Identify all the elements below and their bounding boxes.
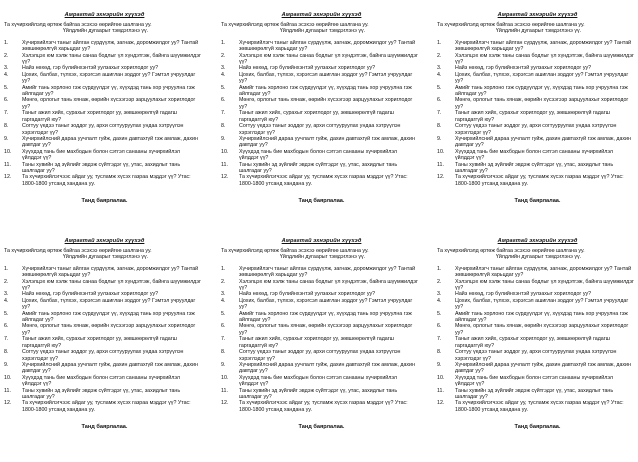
- question-number: 5.: [437, 84, 442, 91]
- question-number: 10.: [437, 374, 445, 381]
- question-number: 11.: [437, 387, 444, 394]
- intro-line-2: Үйлдлийн дугаарыг тэмдэглэнэ үү.: [279, 254, 366, 261]
- questionnaire-block-3: [435, 12, 638, 236]
- question-text: Хүүхдэд тань бие махбодын болон сэтгэл санааны хүчирхийлэл үйлддэг үү?: [455, 148, 613, 162]
- question-number: 12.: [221, 400, 229, 407]
- question-number: 1.: [4, 39, 9, 46]
- intro-line-2: Үйлдлийн дугаарыг тэмдэглэнэ үү.: [62, 28, 149, 35]
- question-text: Хүчирхийлэгч таныг айлган сүрдүүлж, загнаж, доромжилдог уу? Тантай зөвшөөрөлгүй харьцдаг уу?: [455, 265, 632, 279]
- question-text: Согтуу үедээ таныг зоддог уу, архи согтууруулах ундаа хэтрүүлэн хэрэглэдэг үү?: [22, 123, 184, 136]
- question-number: 7.: [221, 110, 226, 117]
- question-item: [2, 162, 207, 175]
- question-item: [435, 85, 638, 98]
- question-item: [2, 349, 207, 362]
- question-text: Та хүчирхийлэгчээс айдаг уу, тусламж хүсэх газраа мэддэг үү? Утас: 1800-1800 утсанд хандана уу.: [455, 400, 624, 413]
- question-text: Хүчирхийлэгч таныг айлган сүрдүүлж, загнаж, доромжилдог уу? Тантай зөвшөөрөлгүй харьцдаг уу?: [239, 265, 416, 279]
- question-number: 9.: [437, 135, 442, 142]
- question-item: [435, 349, 638, 362]
- question-item: [435, 279, 638, 292]
- question-number: 12.: [437, 174, 445, 181]
- block-intro: [2, 248, 207, 261]
- intro-line-1: Та хүчирхийлэлд өртөж байгаа эсэхээ өөрийгөө шалгана уу.: [221, 22, 369, 28]
- question-number: 4.: [221, 297, 226, 304]
- question-text: Найз нөхөд, гэр бүлийнхэнтэй уулзахыг хориглодог уу?: [239, 291, 376, 298]
- intro-line-1: Та хүчирхийлэлд өртөж байгаа эсэхээ өөрийгөө шалгана уу.: [221, 248, 369, 254]
- question-text: Цохих, балбах, түлхэх, хэрэгсэл ашиглан зоддог уу? Гэмтэл учруулдаг уу?: [455, 297, 629, 311]
- question-item: [2, 266, 207, 279]
- question-number: 10.: [4, 374, 12, 381]
- questionnaire-block-1: [2, 12, 207, 236]
- question-text: Амийг тань хорлоно гэж сүрдүүлдэг үү, хүүхдэд тань хор учруулна гэж айлгадаг уу?: [22, 84, 195, 98]
- question-text: Найз нөхөд, гэр бүлийнхэнтэй уулзахыг хориглодог уу?: [455, 291, 592, 298]
- question-number: 9.: [437, 361, 442, 368]
- question-number: 5.: [4, 310, 9, 317]
- question-item: [219, 266, 424, 279]
- question-item: [219, 110, 424, 123]
- question-item: [2, 323, 207, 336]
- intro-line-2: Үйлдлийн дугаарыг тэмдэглэнэ үү.: [279, 28, 366, 35]
- intro-line-1: Та хүчирхийлэлд өртөж байгаа эсэхээ өөрийгөө шалгана уу.: [437, 248, 585, 254]
- question-item: [435, 40, 638, 53]
- question-text: Мөнгө, орлогыг тань хянаж, өөрийн хүсээгээр зарцуулахыг хориглодог уу?: [239, 323, 413, 336]
- question-number: 7.: [437, 110, 442, 117]
- question-text: Таныг ажил хийх, сурахыг хориглодог уу, зөвшөөрөлгүй гадагш гаргадаггүй юу?: [239, 110, 394, 123]
- question-text: Таныг ажил хийх, сурахыг хориглодог уу, зөвшөөрөлгүй гадагш гаргадаггүй юу?: [22, 110, 177, 123]
- question-text: Та хүчирхийлэгчээс айдаг уу, тусламж хүсэх газраа мэддэг үү? Утас: 1800-1800 утсанд хандана уу.: [455, 174, 624, 187]
- question-text: Та хүчирхийлэгчээс айдаг уу, тусламж хүсэх газраа мэддэг үү? Утас: 1800-1800 утсанд хандана уу.: [22, 400, 191, 413]
- question-number: 8.: [221, 349, 226, 356]
- question-number: 6.: [437, 323, 442, 330]
- question-text: Та хүчирхийлэгчээс айдаг уу, тусламж хүсэх газраа мэддэг үү? Утас: 1800-1800 утсанд хандана уу.: [22, 174, 191, 187]
- question-text: Хэлэлцэх юм хэлж таны санаа бодлыг үл хүндэтгэж, байнга шүүмжилдэг үү?: [455, 52, 634, 66]
- question-number: 1.: [4, 265, 9, 272]
- question-text: Мөнгө, орлогыг тань хянаж, өөрийн хүсээгээр зарцуулахыг хориглодог уу?: [455, 97, 629, 110]
- question-item: [2, 362, 207, 375]
- question-text: Хүүхдэд тань бие махбодын болон сэтгэл санааны хүчирхийлэл үйлддэг үү?: [22, 148, 180, 162]
- question-number: 3.: [4, 291, 9, 298]
- question-text: Хэлэлцэх юм хэлж таны санаа бодлыг үл хүндэтгэж, байнга шүүмжилдэг үү?: [22, 52, 201, 66]
- question-item: [435, 375, 638, 388]
- block-title: Амрагтай эхнэрийн хүүхэд: [64, 12, 145, 18]
- question-item: [2, 375, 207, 388]
- question-item: [219, 149, 424, 162]
- block-intro: [2, 22, 207, 35]
- questionnaire-block-2: [219, 12, 424, 236]
- question-item: [2, 136, 207, 149]
- question-text: Согтуу үедээ таныг зоддог уу, архи согтууруулах ундаа хэтрүүлэн хэрэглэдэг үү?: [239, 123, 401, 136]
- thanks-text: Танд баярлалаа.: [514, 198, 561, 205]
- questionnaire-block-5: [219, 238, 424, 462]
- question-number: 1.: [221, 39, 226, 46]
- question-item: [219, 136, 424, 149]
- question-number: 6.: [4, 323, 9, 330]
- question-text: Таны хувийн эд зүйлийг эвдэж сүйтгэдэг үү, утас, захидлыг тань шалгадаг уу?: [22, 387, 181, 400]
- question-number: 10.: [221, 374, 229, 381]
- question-text: Та хүчирхийлэгчээс айдаг уу, тусламж хүсэх газраа мэддэг үү? Утас: 1800-1800 утсанд хандана уу.: [239, 400, 408, 413]
- question-item: [435, 53, 638, 66]
- question-list: [219, 40, 424, 187]
- question-number: 12.: [437, 400, 445, 407]
- question-text: Найз нөхөд, гэр бүлийнхэнтэй уулзахыг хориглодог уу?: [455, 65, 592, 72]
- question-text: Амийг тань хорлоно гэж сүрдүүлдэг үү, хүүхдэд тань хор учруулна гэж айлгадаг уу?: [455, 84, 628, 98]
- question-number: 6.: [4, 97, 9, 104]
- intro-line-1: Та хүчирхийлэлд өртөж байгаа эсэхээ өөрийгөө шалгана уу.: [4, 248, 152, 254]
- question-number: 2.: [4, 52, 9, 59]
- question-number: 2.: [221, 278, 226, 285]
- question-item: [2, 388, 207, 401]
- question-number: 12.: [4, 174, 12, 181]
- question-item: [219, 123, 424, 136]
- question-list: [219, 266, 424, 413]
- question-text: Таны хувийн эд зүйлийг эвдэж сүйтгэдэг үү, утас, захидлыг тань шалгадаг уу?: [455, 161, 614, 174]
- intro-line-2: Үйлдлийн дугаарыг тэмдэглэнэ үү.: [62, 254, 149, 261]
- question-item: [2, 85, 207, 98]
- thanks-text: Танд баярлалаа.: [298, 198, 345, 205]
- question-item: [2, 174, 207, 187]
- question-number: 7.: [4, 110, 9, 117]
- question-number: 12.: [4, 400, 12, 407]
- question-text: Таныг ажил хийх, сурахыг хориглодог уу, зөвшөөрөлгүй гадагш гаргадаггүй юу?: [455, 110, 610, 123]
- question-item: [435, 174, 638, 187]
- question-item: [219, 336, 424, 349]
- question-text: Амийг тань хорлоно гэж сүрдүүлдэг үү, хүүхдэд тань хор учруулна гэж айлгадаг уу?: [22, 310, 195, 324]
- question-text: Таны хувийн эд зүйлийг эвдэж сүйтгэдэг үү, утас, захидлыг тань шалгадаг уу?: [455, 387, 614, 400]
- question-text: Хэлэлцэх юм хэлж таны санаа бодлыг үл хүндэтгэж, байнга шүүмжилдэг үү?: [455, 278, 634, 292]
- question-number: 2.: [221, 52, 226, 59]
- question-text: Хэлэлцэх юм хэлж таны санаа бодлыг үл хүндэтгэж, байнга шүүмжилдэг үү?: [239, 52, 418, 66]
- question-number: 5.: [221, 310, 226, 317]
- question-number: 8.: [437, 349, 442, 356]
- question-text: Мөнгө, орлогыг тань хянаж, өөрийн хүсээгээр зарцуулахыг хориглодог уу?: [22, 323, 196, 336]
- question-text: Цохих, балбах, түлхэх, хэрэгсэл ашиглан зоддог уу? Гэмтэл учруулдаг уу?: [22, 71, 196, 85]
- question-number: 11.: [437, 161, 444, 168]
- question-number: 1.: [437, 265, 442, 272]
- question-text: Таныг ажил хийх, сурахыг хориглодог уу, зөвшөөрөлгүй гадагш гаргадаггүй юу?: [239, 336, 394, 349]
- question-text: Хүүхдэд тань бие махбодын болон сэтгэл санааны хүчирхийлэл үйлддэг үү?: [239, 148, 397, 162]
- question-text: Хүчирхийлсний дараа уучлалт гуйж, дахин давтахгүй гэж амлаж, дахин давтдаг уу?: [22, 361, 198, 375]
- question-item: [435, 110, 638, 123]
- question-number: 11.: [221, 387, 228, 394]
- question-text: Хүчирхийлэгч таныг айлган сүрдүүлж, загнаж, доромжилдог уу? Тантай зөвшөөрөлгүй харьцдаг уу?: [22, 39, 199, 53]
- question-item: [2, 72, 207, 85]
- question-item: [2, 110, 207, 123]
- question-item: [2, 336, 207, 349]
- question-number: 4.: [221, 71, 226, 78]
- question-item: [435, 149, 638, 162]
- question-number: 10.: [221, 148, 229, 155]
- question-list: [2, 40, 207, 187]
- question-number: 7.: [221, 336, 226, 343]
- block-title: Амрагтай эхнэрийн хүүхэд: [281, 238, 362, 244]
- question-number: 9.: [221, 135, 226, 142]
- question-number: 8.: [437, 123, 442, 130]
- questionnaire-block-6: [435, 238, 638, 462]
- question-text: Согтуу үедээ таныг зоддог уу, архи согтууруулах ундаа хэтрүүлэн хэрэглэдэг үү?: [455, 349, 617, 362]
- question-item: [2, 97, 207, 110]
- question-number: 8.: [4, 349, 9, 356]
- question-number: 2.: [437, 52, 442, 59]
- question-item: [435, 311, 638, 324]
- question-number: 1.: [221, 265, 226, 272]
- question-item: [219, 311, 424, 324]
- question-number: 4.: [437, 297, 442, 304]
- question-text: Амийг тань хорлоно гэж сүрдүүлдэг үү, хүүхдэд тань хор учруулна гэж айлгадаг уу?: [239, 84, 412, 98]
- intro-line-1: Та хүчирхийлэлд өртөж байгаа эсэхээ өөрийгөө шалгана уу.: [4, 22, 152, 28]
- question-text: Найз нөхөд, гэр бүлийнхэнтэй уулзахыг хориглодог уу?: [22, 65, 159, 72]
- question-text: Таныг ажил хийх, сурахыг хориглодог уу, зөвшөөрөлгүй гадагш гаргадаггүй юу?: [22, 336, 177, 349]
- question-text: Таны хувийн эд зүйлийг эвдэж сүйтгэдэг үү, утас, захидлыг тань шалгадаг уу?: [239, 387, 398, 400]
- question-item: [219, 72, 424, 85]
- block-title: Амрагтай эхнэрийн хүүхэд: [281, 12, 362, 18]
- question-text: Найз нөхөд, гэр бүлийнхэнтэй уулзахыг хориглодог уу?: [239, 65, 376, 72]
- question-text: Амийг тань хорлоно гэж сүрдүүлдэг үү, хүүхдэд тань хор учруулна гэж айлгадаг уу?: [455, 310, 628, 324]
- question-item: [435, 400, 638, 413]
- question-text: Хүчирхийлэгч таныг айлган сүрдүүлж, загнаж, доромжилдог уу? Тантай зөвшөөрөлгүй харьцдаг уу?: [22, 265, 199, 279]
- question-item: [219, 85, 424, 98]
- question-number: 6.: [221, 323, 226, 330]
- question-text: Хүчирхийлсний дараа уучлалт гуйж, дахин давтахгүй гэж амлаж, дахин давтдаг уу?: [239, 361, 415, 375]
- question-text: Хүчирхийлсний дараа уучлалт гуйж, дахин давтахгүй гэж амлаж, дахин давтдаг уу?: [239, 135, 415, 149]
- question-item: [435, 136, 638, 149]
- question-item: [219, 362, 424, 375]
- block-intro: [435, 22, 638, 35]
- block-title: Амрагтай эхнэрийн хүүхэд: [497, 12, 578, 18]
- block-intro: [219, 248, 424, 261]
- thanks-text: Танд баярлалаа.: [81, 198, 128, 205]
- question-text: Мөнгө, орлогыг тань хянаж, өөрийн хүсээгээр зарцуулахыг хориглодог уу?: [239, 97, 413, 110]
- question-item: [435, 162, 638, 175]
- question-item: [2, 311, 207, 324]
- thanks-text: Танд баярлалаа.: [81, 424, 128, 431]
- question-text: Согтуу үедээ таныг зоддог уу, архи согтууруулах ундаа хэтрүүлэн хэрэглэдэг үү?: [239, 349, 401, 362]
- question-item: [219, 400, 424, 413]
- block-intro: [435, 248, 638, 261]
- question-number: 8.: [221, 123, 226, 130]
- question-item: [2, 123, 207, 136]
- question-number: 10.: [437, 148, 445, 155]
- question-number: 5.: [4, 84, 9, 91]
- question-number: 9.: [4, 135, 9, 142]
- question-item: [219, 162, 424, 175]
- question-text: Таны хувийн эд зүйлийг эвдэж сүйтгэдэг үү, утас, захидлыг тань шалгадаг уу?: [239, 161, 398, 174]
- question-text: Таны хувийн эд зүйлийг эвдэж сүйтгэдэг үү, утас, захидлыг тань шалгадаг уу?: [22, 161, 181, 174]
- question-list: [435, 266, 638, 413]
- question-number: 3.: [221, 291, 226, 298]
- question-item: [2, 40, 207, 53]
- question-text: Согтуу үедээ таныг зоддог уу, архи согтууруулах ундаа хэтрүүлэн хэрэглэдэг үү?: [455, 123, 617, 136]
- question-text: Хүчирхийлэгч таныг айлган сүрдүүлж, загнаж, доромжилдог уу? Тантай зөвшөөрөлгүй харьцдаг уу?: [455, 39, 632, 53]
- intro-line-1: Та хүчирхийлэлд өртөж байгаа эсэхээ өөрийгөө шалгана уу.: [437, 22, 585, 28]
- question-text: Найз нөхөд, гэр бүлийнхэнтэй уулзахыг хориглодог уу?: [22, 291, 159, 298]
- questionnaire-block-4: [2, 238, 207, 462]
- question-text: Хүүхдэд тань бие махбодын болон сэтгэл санааны хүчирхийлэл үйлддэг үү?: [455, 374, 613, 388]
- question-number: 4.: [4, 71, 9, 78]
- question-text: Амийг тань хорлоно гэж сүрдүүлдэг үү, хүүхдэд тань хор учруулна гэж айлгадаг уу?: [239, 310, 412, 324]
- question-list: [2, 266, 207, 413]
- question-item: [219, 40, 424, 53]
- question-item: [219, 298, 424, 311]
- question-item: [219, 375, 424, 388]
- question-item: [435, 388, 638, 401]
- question-number: 11.: [221, 161, 228, 168]
- thanks-text: Танд баярлалаа.: [298, 424, 345, 431]
- question-number: 4.: [437, 71, 442, 78]
- question-text: Хүчирхийлсний дараа уучлалт гуйж, дахин давтахгүй гэж амлаж, дахин давтдаг уу?: [455, 135, 631, 149]
- question-text: Хүүхдэд тань бие махбодын болон сэтгэл санааны хүчирхийлэл үйлддэг үү?: [239, 374, 397, 388]
- question-item: [435, 362, 638, 375]
- question-text: Цохих, балбах, түлхэх, хэрэгсэл ашиглан зоддог уу? Гэмтэл учруулдаг уу?: [455, 71, 629, 85]
- question-item: [2, 400, 207, 413]
- question-number: 12.: [221, 174, 229, 181]
- question-item: [435, 123, 638, 136]
- question-number: 3.: [437, 65, 442, 72]
- question-item: [435, 72, 638, 85]
- question-list: [435, 40, 638, 187]
- question-item: [219, 349, 424, 362]
- question-item: [219, 279, 424, 292]
- question-text: Мөнгө, орлогыг тань хянаж, өөрийн хүсээгээр зарцуулахыг хориглодог уу?: [22, 97, 196, 110]
- intro-line-2: Үйлдлийн дугаарыг тэмдэглэнэ үү.: [495, 28, 582, 35]
- question-item: [219, 97, 424, 110]
- question-item: [219, 174, 424, 187]
- question-number: 11.: [4, 387, 11, 394]
- question-number: 3.: [4, 65, 9, 72]
- question-item: [219, 323, 424, 336]
- question-number: 3.: [221, 65, 226, 72]
- question-number: 10.: [4, 148, 12, 155]
- question-number: 9.: [4, 361, 9, 368]
- question-item: [435, 97, 638, 110]
- question-number: 4.: [4, 297, 9, 304]
- question-item: [435, 336, 638, 349]
- question-number: 7.: [437, 336, 442, 343]
- question-number: 5.: [437, 310, 442, 317]
- question-number: 7.: [4, 336, 9, 343]
- question-number: 11.: [4, 161, 11, 168]
- question-text: Хэлэлцэх юм хэлж таны санаа бодлыг үл хүндэтгэж, байнга шүүмжилдэг үү?: [22, 278, 201, 292]
- question-text: Таныг ажил хийх, сурахыг хориглодог уу, зөвшөөрөлгүй гадагш гаргадаггүй юу?: [455, 336, 610, 349]
- block-intro: [219, 22, 424, 35]
- question-text: Хүчирхийлэгч таныг айлган сүрдүүлж, загнаж, доромжилдог уу? Тантай зөвшөөрөлгүй харьцдаг уу?: [239, 39, 416, 53]
- question-item: [219, 388, 424, 401]
- thanks-text: Танд баярлалаа.: [514, 424, 561, 431]
- question-number: 9.: [221, 361, 226, 368]
- question-text: Цохих, балбах, түлхэх, хэрэгсэл ашиглан зоддог уу? Гэмтэл учруулдаг уу?: [22, 297, 196, 311]
- question-number: 8.: [4, 123, 9, 130]
- question-item: [219, 53, 424, 66]
- question-number: 2.: [437, 278, 442, 285]
- question-text: Хүчирхийлсний дараа уучлалт гуйж, дахин давтахгүй гэж амлаж, дахин давтдаг уу?: [22, 135, 198, 149]
- question-number: 2.: [4, 278, 9, 285]
- question-number: 6.: [437, 97, 442, 104]
- question-text: Хэлэлцэх юм хэлж таны санаа бодлыг үл хүндэтгэж, байнга шүүмжилдэг үү?: [239, 278, 418, 292]
- question-item: [435, 323, 638, 336]
- question-text: Цохих, балбах, түлхэх, хэрэгсэл ашиглан зоддог уу? Гэмтэл учруулдаг уу?: [239, 297, 413, 311]
- question-number: 6.: [221, 97, 226, 104]
- question-text: Согтуу үедээ таныг зоддог уу, архи согтууруулах ундаа хэтрүүлэн хэрэглэдэг үү?: [22, 349, 184, 362]
- question-item: [2, 279, 207, 292]
- block-title: Амрагтай эхнэрийн хүүхэд: [497, 238, 578, 244]
- question-text: Хүүхдэд тань бие махбодын болон сэтгэл санааны хүчирхийлэл үйлддэг үү?: [22, 374, 180, 388]
- intro-line-2: Үйлдлийн дугаарыг тэмдэглэнэ үү.: [495, 254, 582, 261]
- question-text: Мөнгө, орлогыг тань хянаж, өөрийн хүсээгээр зарцуулахыг хориглодог уу?: [455, 323, 629, 336]
- question-item: [435, 298, 638, 311]
- question-text: Хүчирхийлсний дараа уучлалт гуйж, дахин давтахгүй гэж амлаж, дахин давтдаг уу?: [455, 361, 631, 375]
- block-title: Амрагтай эхнэрийн хүүхэд: [64, 238, 145, 244]
- question-item: [2, 149, 207, 162]
- question-number: 3.: [437, 291, 442, 298]
- question-item: [435, 266, 638, 279]
- question-text: Та хүчирхийлэгчээс айдаг уу, тусламж хүсэх газраа мэддэг үү? Утас: 1800-1800 утсанд хандана уу.: [239, 174, 408, 187]
- question-number: 5.: [221, 84, 226, 91]
- question-number: 1.: [437, 39, 442, 46]
- question-text: Цохих, балбах, түлхэх, хэрэгсэл ашиглан зоддог уу? Гэмтэл учруулдаг уу?: [239, 71, 413, 85]
- question-item: [2, 53, 207, 66]
- question-item: [2, 298, 207, 311]
